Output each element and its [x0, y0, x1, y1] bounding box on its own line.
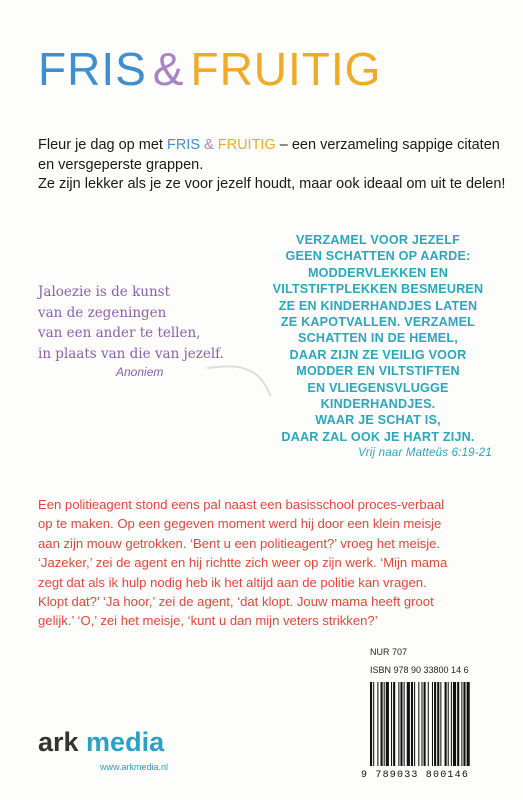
- barcode-bar: [384, 682, 385, 766]
- barcode-bar: [432, 682, 433, 766]
- barcode-bar: [381, 682, 383, 766]
- verse-line: DAAR ZIJN ZE VEILIG VOOR: [289, 347, 467, 362]
- joke-line: gelijk.’ ‘O,’ zei het meisje, ‘kunt u dan mijn veters strikken?’: [38, 613, 378, 629]
- joke-line: Klopt dat?’ ‘Ja hoor,’ zei de agent, ‘dat klopt. Jouw mama heeft groot: [38, 594, 434, 610]
- cover-title: [38, 42, 381, 96]
- intro-part1: Fleur je dag op met: [38, 137, 167, 153]
- barcode-bar: [467, 682, 470, 766]
- barcode-bar: [437, 682, 439, 766]
- barcode-bar: [445, 682, 447, 766]
- verse-line: ZE KAPOTVALLEN. VERZAMEL: [280, 315, 476, 330]
- verse-line: MODDER EN VILTSTIFTEN: [296, 364, 460, 379]
- barcode-bar: [428, 682, 429, 766]
- verse-line: VERZAMEL VOOR JEZELF: [295, 233, 460, 247]
- joke-text: [38, 495, 508, 631]
- bible-verse-block: [260, 232, 496, 462]
- barcode-bar: [407, 682, 410, 766]
- barcode-bar: [404, 682, 405, 766]
- intro-part3: Ze zijn lekker als je ze voor jezelf houdt, maar ook ideaal om uit te delen!: [38, 176, 506, 192]
- barcode-icon: [368, 682, 504, 768]
- joke-line: ‘Jazeker,’ zei de agent en hij richtte zich weer op zijn werk. ‘Mijn mama: [38, 555, 448, 571]
- verse-line: DAAR ZAL OOK JE HART ZIJN.: [281, 429, 475, 444]
- intro-fruitig: FRUITIG: [217, 137, 276, 153]
- joke-line: Een politieagent stond eens pal naast een basisschool proces-verbaal: [38, 497, 445, 512]
- logo-media: media: [78, 727, 165, 757]
- quote-author: Anoniem: [116, 365, 164, 379]
- barcode-bar: [421, 682, 422, 766]
- intro-text: [38, 136, 508, 195]
- barcode-bar: [440, 682, 441, 766]
- verse-line: MODDERVLEKKEN EN: [307, 265, 449, 280]
- barcode-bar: [457, 682, 459, 766]
- verse-line: GEEN SCHATTEN OP AARDE:: [285, 249, 471, 264]
- verse-line: VILTSTIFTPLEKKEN BESMEUREN: [272, 282, 484, 297]
- barcode-bar: [377, 682, 378, 766]
- barcode-bar: [373, 682, 374, 766]
- barcode-bar: [398, 682, 399, 766]
- barcode-bar: [400, 682, 402, 766]
- intro-part2: – een verzameling sappige citaten en versgeperste grappen.: [38, 137, 500, 173]
- barcode-bar: [386, 682, 389, 766]
- title-ampersand: &: [152, 43, 185, 95]
- barcode-bar: [411, 682, 413, 766]
- publisher-logo: [38, 727, 164, 758]
- title-fruitig: FRUITIG: [190, 43, 382, 95]
- quote-line: van de zegeningen: [38, 304, 167, 321]
- barcode-bar: [424, 682, 426, 766]
- barcode-bar: [434, 682, 436, 766]
- barcode-bar: [370, 682, 372, 766]
- quote-line: in plaats van die van jezelf.: [38, 345, 224, 362]
- barcode-bar: [414, 682, 415, 766]
- barcode-bar: [418, 682, 419, 766]
- barcode-bar: [393, 682, 395, 766]
- barcode-digits: 9 789033 800146: [361, 770, 470, 781]
- barcode-bar: [451, 682, 452, 766]
- barcode-bar: [453, 682, 456, 766]
- verse-line: WAAR JE SCHAT IS,: [315, 413, 441, 428]
- quote-line: Jaloezie is de kunst: [38, 284, 170, 300]
- quote-line: van een ander te tellen,: [38, 325, 201, 341]
- verse-reference: Vrij naar Matteüs 6:19-21: [358, 447, 492, 460]
- intro-fris: FRIS: [166, 137, 200, 153]
- isbn-code: ISBN 978 90 33800 14 6: [370, 665, 469, 675]
- verse-line: ZE EN KINDERHANDJES LATEN: [278, 298, 478, 313]
- publisher-url[interactable]: www.arkmedia.nl: [100, 762, 169, 772]
- joke-line: op te maken. Op een gegeven moment werd hij door een klein meisje: [38, 516, 442, 532]
- barcode-bar: [463, 682, 465, 766]
- verse-line: EN VLIEGENSVLUGGE: [307, 380, 449, 395]
- joke-line: zegt dat als ik hulp nodig heb ik het altijd aan de politie kan vragen.: [38, 574, 427, 590]
- barcode-bar: [391, 682, 392, 766]
- nur-code: NUR 707: [370, 647, 408, 657]
- intro-ampersand: &: [204, 137, 214, 153]
- joke-line: aan zijn mouw getrokken. ‘Bent u een politieagent?’ vroeg het meisje.: [38, 535, 441, 551]
- logo-ark: ark: [38, 727, 79, 757]
- barcode-bar: [448, 682, 449, 766]
- barcode-bar: [461, 682, 462, 766]
- verse-line: KINDERHANDJES.: [320, 397, 436, 412]
- verse-line: SCHATTEN IN DE HEMEL,: [298, 331, 458, 346]
- title-fris: FRIS: [38, 43, 147, 95]
